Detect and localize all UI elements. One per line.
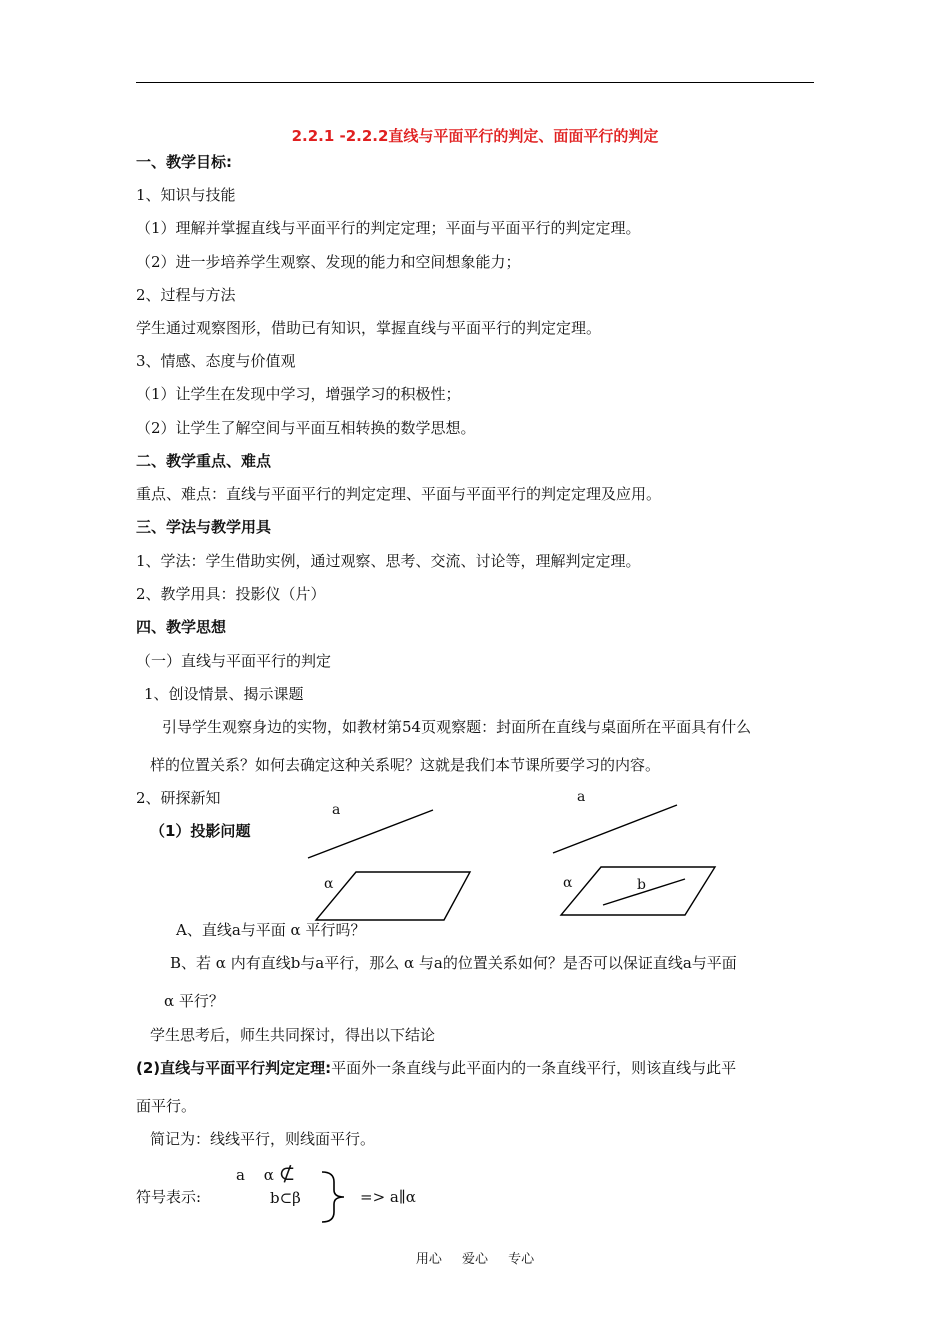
subheading-projection: （1）投影问题 [150, 822, 251, 840]
paragraph: 1、创设情景、揭示课题 [144, 685, 304, 703]
paragraph: 学生通过观察图形，借助已有知识，掌握直线与平面平行的判定定理。 [136, 319, 602, 337]
symbol-alpha: α [263, 1166, 274, 1184]
question-b: B、若 α 内有直线b与a平行，那么 α 与a的位置关系如何？是否可以保证直线a与平面 [170, 954, 737, 972]
paragraph: 引导学生观察身边的实物，如教材第54页观察题：封面所在直线与桌面所在平面具有什么 [162, 718, 752, 736]
section-heading-objectives: 一、教学目标: [136, 153, 232, 171]
paragraph: 2、教学用具：投影仪（片） [136, 585, 326, 603]
paragraph: （1）让学生在发现中学习，增强学习的积极性； [136, 385, 461, 403]
question-a: A、直线a与平面 α 平行吗？ [176, 921, 366, 939]
page-title: 2.2.1 -2.2.2直线与平面平行的判定、面面平行的判定 [291, 127, 659, 145]
paragraph: 2、过程与方法 [136, 286, 236, 304]
line-a-label: a [332, 802, 341, 818]
paragraph: （2）进一步培养学生观察、发现的能力和空间想象能力； [136, 253, 521, 271]
paragraph: （1）理解并掌握直线与平面平行的判定定理；平面与平面平行的判定定理。 [136, 219, 641, 237]
line-b-label: b [637, 877, 646, 893]
paragraph: 2、研探新知 [136, 789, 221, 807]
brace-icon [318, 1170, 358, 1224]
theorem-label: (2)直线与平面平行判定定理: [136, 1059, 332, 1077]
line-a-label: a [577, 789, 586, 805]
paragraph: 1、学法：学生借助实例，通过观察、思考、交流、讨论等，理解判定定理。 [136, 552, 641, 570]
symbol-not-subset: ⊄ [278, 1161, 296, 1185]
paragraph: （2）让学生了解空间与平面互相转换的数学思想。 [136, 419, 476, 437]
paragraph: 学生思考后，师生共同探讨，得出以下结论 [150, 1026, 436, 1044]
header-rule [136, 82, 814, 83]
theorem [136, 1058, 736, 1078]
figure-line-plane [300, 790, 480, 930]
symbol-line-1 [236, 1163, 295, 1185]
section-heading-keypoints: 二、教学重点、难点 [136, 452, 272, 470]
paragraph: 重点、难点：直线与平面平行的判定定理、平面与平面平行的判定定理及应用。 [136, 485, 662, 503]
line-a [308, 810, 433, 858]
plane-alpha-label: α [324, 876, 334, 892]
page-footer [0, 1248, 950, 1267]
symbol-label: 符号表示: [136, 1188, 202, 1206]
footer-item: 用心 [415, 1252, 442, 1267]
theorem-text: 平面外一条直线与此平面内的一条直线平行，则该直线与此平 [331, 1059, 737, 1077]
footer-item: 专心 [508, 1252, 535, 1267]
symbol-a: a [236, 1166, 245, 1184]
question-b-cont: α 平行？ [164, 992, 224, 1010]
footer-item: 爱心 [461, 1252, 488, 1267]
paragraph-summary: 简记为：线线平行，则线面平行。 [150, 1130, 376, 1148]
section-heading-thinking: 四、教学思想 [136, 618, 227, 636]
plane-alpha-label: α [563, 875, 573, 891]
paragraph: 样的位置关系？如何去确定这种关系呢？这就是我们本节课所要学习的内容。 [150, 756, 661, 774]
theorem-cont: 面平行。 [136, 1097, 197, 1115]
paragraph: （一）直线与平面平行的判定 [136, 652, 332, 670]
paragraph: 1、知识与技能 [136, 186, 236, 204]
section-heading-tools: 三、学法与教学用具 [136, 518, 272, 536]
symbol-line-2: b⊂β [270, 1189, 301, 1207]
plane-alpha [316, 872, 470, 920]
symbol-result: => a∥α [360, 1188, 416, 1206]
line-a [553, 805, 677, 853]
paragraph: 3、情感、态度与价值观 [136, 352, 296, 370]
figure-line-plane-with-b [545, 785, 725, 925]
